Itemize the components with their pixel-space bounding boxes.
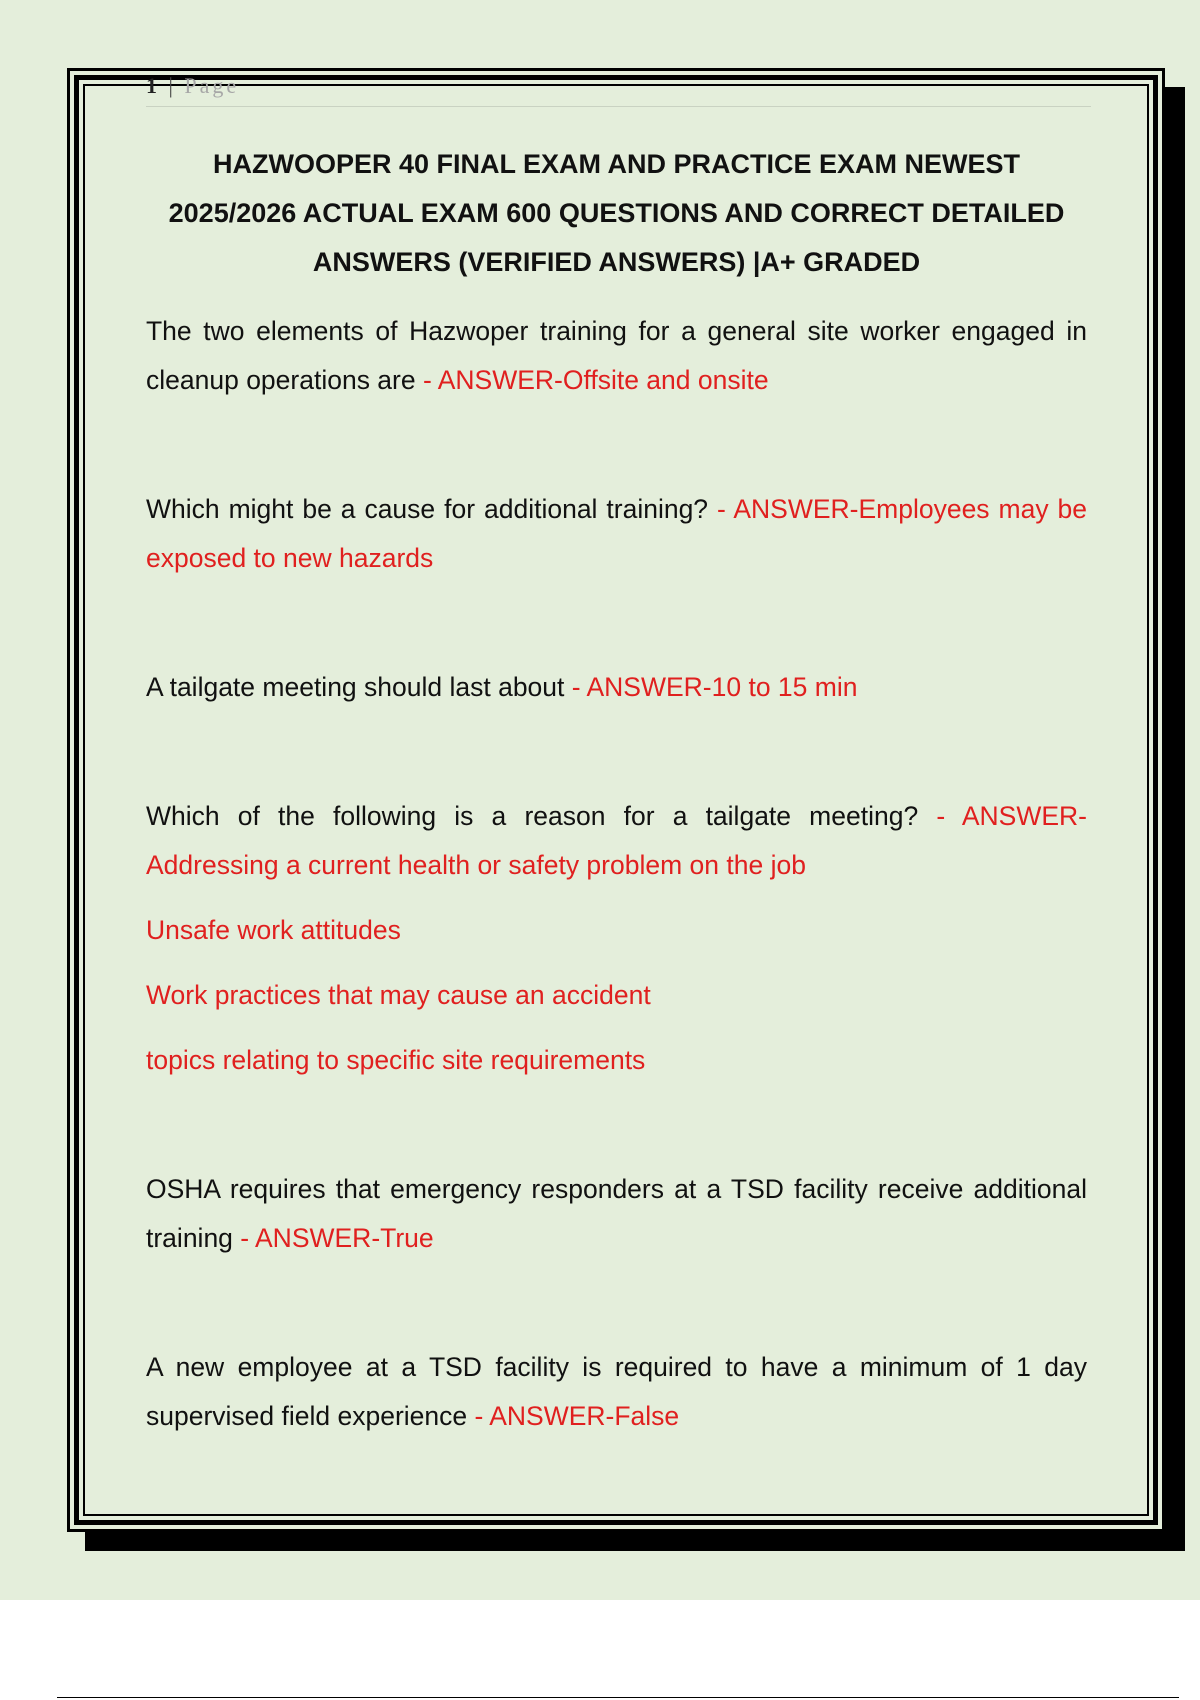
qa-item-1 xyxy=(146,307,1087,405)
footer-rule xyxy=(57,1697,1179,1698)
page-number: 1 xyxy=(146,74,160,98)
answer-2: - ANSWER-Employees may be exposed to new hazards xyxy=(146,494,1088,573)
question-5: OSHA requires that emergency responders at a TSD facility receive additional training xyxy=(146,1174,1087,1253)
answer-3: - ANSWER-10 to 15 min xyxy=(571,672,858,702)
page-number-header xyxy=(146,74,239,102)
title-line-2: 2025/2026 ACTUAL EXAM 600 QUESTIONS AND CORRECT DETAILED xyxy=(168,198,1065,228)
document-title xyxy=(146,140,1087,287)
question-6: A new employee at a TSD facility is required to have a minimum of 1 day supervised field experience xyxy=(146,1352,1087,1431)
qa-item-2 xyxy=(146,485,1087,583)
answer-4-line-2: Unsafe work attitudes xyxy=(146,915,401,945)
question-1: The two elements of Hazwoper training for a general site worker engaged in cleanup operations are xyxy=(146,316,1087,395)
qa-item-6 xyxy=(146,1343,1087,1441)
page-number-separator: | xyxy=(168,74,176,98)
answer-5: - ANSWER-True xyxy=(240,1223,434,1253)
title-line-3: ANSWERS (VERIFIED ANSWERS) |A+ GRADED xyxy=(312,247,921,277)
title-line-1: HAZWOOPER 40 FINAL EXAM AND PRACTICE EXAM NEWEST xyxy=(212,149,1021,179)
answer-4-line-4: topics relating to specific site requirements xyxy=(146,1045,646,1075)
qa-item-5 xyxy=(146,1165,1087,1263)
document-body xyxy=(146,140,1087,1441)
page-word: Page xyxy=(184,74,240,98)
answer-4: - ANSWER-Addressing a current health or safety problem on the job xyxy=(146,801,1087,880)
qa-item-3 xyxy=(146,663,1087,712)
header-rule xyxy=(146,106,1091,107)
qa-item-4 xyxy=(146,792,1087,890)
question-4: Which of the following is a reason for a tailgate meeting? xyxy=(146,801,937,831)
question-3: A tailgate meeting should last about xyxy=(146,672,572,702)
answer-1: - ANSWER-Offsite and onsite xyxy=(422,365,769,395)
question-2: Which might be a cause for additional training? xyxy=(146,494,718,524)
answer-4-line-3: Work practices that may cause an accident xyxy=(146,980,651,1010)
answer-6: - ANSWER-False xyxy=(474,1401,680,1431)
